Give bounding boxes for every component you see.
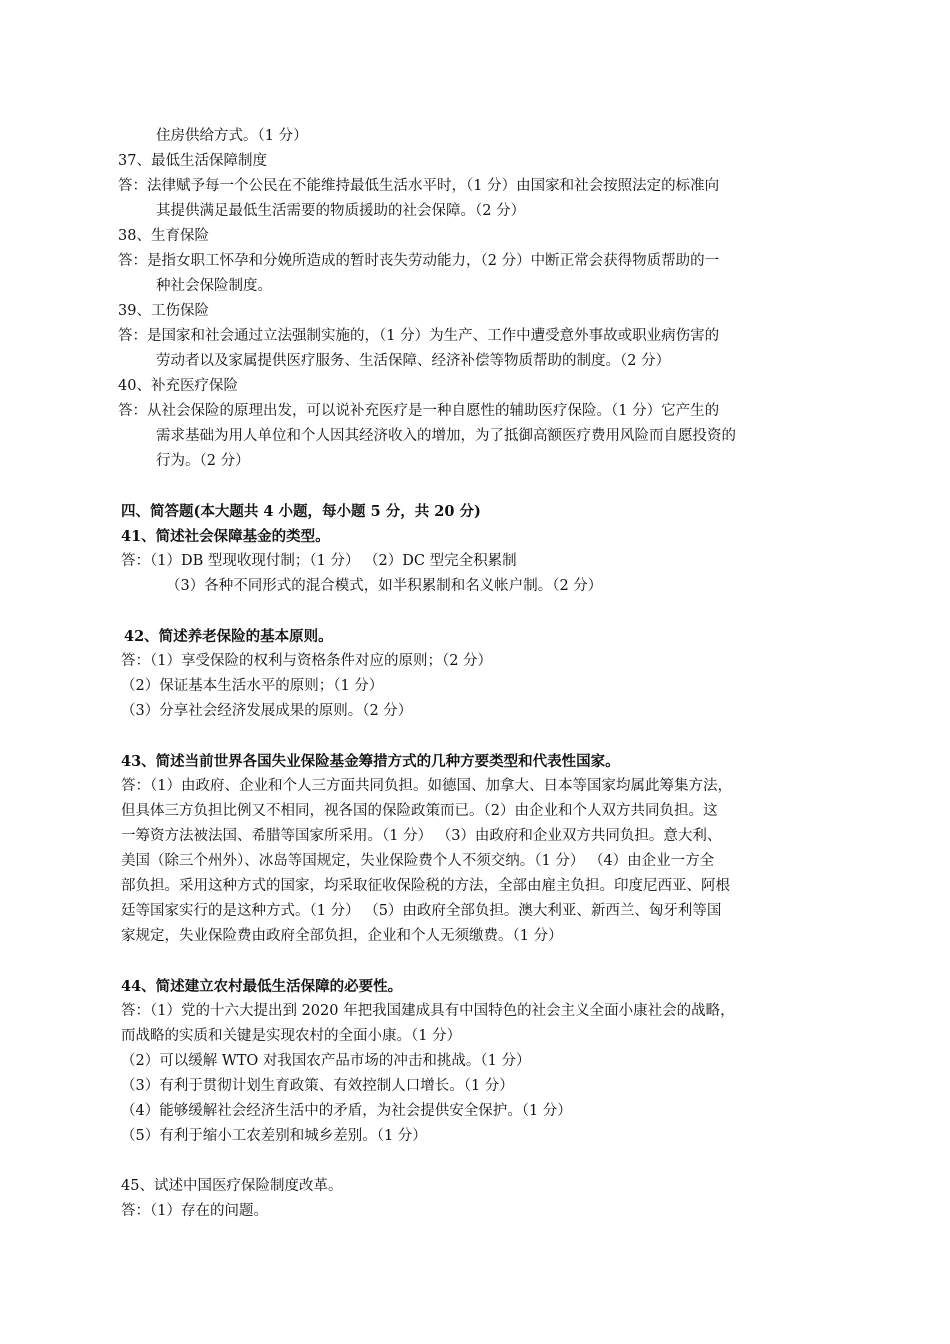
- text-line: 而战略的实质和关键是实现农村的全面小康。（1 分）: [121, 1028, 462, 1044]
- question-heading-43: 43、简述当前世界各国失业保险基金筹措方式的几种方要类型和代表性国家。: [121, 753, 620, 770]
- answer-line: 答：（1）党的十六大提出到 2020 年把我国建成具有中国特色的社会主义全面小康社会的战略，: [121, 1003, 735, 1019]
- answer-line: 答：（1）由政府、企业和个人三方面共同负担。如德国、加拿大、日本等国家均属此筹集方法，: [121, 778, 732, 794]
- text-line: 一筹资方法被法国、希腊等国家所采用。（1 分） （3）由政府和企业双方共同负担。意大利、: [121, 828, 722, 844]
- text-line: （3）分享社会经济发展成果的原则。（2 分）: [121, 703, 413, 719]
- answer-line: 答：法律赋予每一个公民在不能维持最低生活水平时，（1 分）由国家和社会按照法定的标准向: [118, 178, 720, 194]
- answer-line: 答：是国家和社会通过立法强制实施的，（1 分）为生产、工作中遭受意外事故或职业病伤害的: [118, 328, 720, 344]
- answer-line: 答：（1）享受保险的权利与资格条件对应的原则；（2 分）: [121, 653, 493, 669]
- text-line: 种社会保险制度。: [156, 278, 272, 294]
- text-line: 住房供给方式。（1 分）: [156, 128, 308, 144]
- text-line: （3）有利于贯彻计划生育政策、有效控制人口增长。（1 分）: [121, 1078, 514, 1094]
- term-heading-39: 39、工伤保险: [118, 303, 209, 319]
- text-line: （5）有利于缩小工农差别和城乡差别。（1 分）: [121, 1128, 427, 1144]
- text-line: 劳动者以及家属提供医疗服务、生活保障、经济补偿等物质帮助的制度。（2 分）: [156, 353, 671, 369]
- answer-line: 答：从社会保险的原理出发，可以说补充医疗是一种自愿性的辅助医疗保险。（1 分）它产生的: [118, 403, 720, 419]
- term-heading-38: 38、生育保险: [118, 228, 209, 244]
- answer-line: 答：是指女职工怀孕和分娩所造成的暂时丧失劳动能力，（2 分）中断正常会获得物质帮助的一: [118, 253, 720, 269]
- section-heading: 四、简答题(本大题共 4 小题，每小题 5 分，共 20 分): [121, 503, 481, 520]
- text-line: （2）保证基本生活水平的原则；（1 分）: [121, 678, 384, 694]
- text-line: 其提供满足最低生活需要的物质援助的社会保障。（2 分）: [156, 203, 526, 219]
- text-line: （3）各种不同形式的混合模式，如半积累制和名义帐户制。（2 分）: [166, 578, 603, 594]
- question-heading-44: 44、简述建立农村最低生活保障的必要性。: [121, 978, 403, 995]
- question-heading-45: 45、试述中国医疗保险制度改革。: [121, 1178, 343, 1194]
- term-heading-40: 40、补充医疗保险: [118, 378, 238, 394]
- term-heading-37: 37、最低生活保障制度: [118, 153, 267, 169]
- text-line: 部负担。采用这种方式的国家，均采取征收保险税的方法，全部由雇主负担。印度尼西亚、阿根: [121, 878, 730, 894]
- answer-line: 答：（1）DB 型现收现付制；（1 分） （2）DC 型完全积累制: [121, 553, 517, 569]
- text-line: （2）可以缓解 WTO 对我国农产品市场的冲击和挑战。（1 分）: [121, 1053, 531, 1069]
- text-line: （4）能够缓解社会经济生活中的矛盾，为社会提供安全保护。（1 分）: [121, 1103, 572, 1119]
- text-line: 需求基础为用人单位和个人因其经济收入的增加，为了抵御高额医疗费用风险而自愿投资的: [156, 428, 736, 444]
- answer-line: 答：（1）存在的问题。: [121, 1203, 268, 1219]
- text-line: 行为。（2 分）: [156, 453, 250, 469]
- question-heading-42: 42、简述养老保险的基本原则。: [124, 628, 333, 645]
- text-line: 但具体三方负担比例又不相同，视各国的保险政策而已。（2）由企业和个人双方共同负担。这: [121, 803, 718, 819]
- text-line: 美国（除三个州外）、冰岛等国规定，失业保险费个人不须交纳。（1 分） （4）由企业一方全: [121, 853, 715, 869]
- question-heading-41: 41、简述社会保障基金的类型。: [121, 528, 330, 545]
- text-line: 家规定，失业保险费由政府全部负担，企业和个人无须缴费。（1 分）: [121, 928, 563, 944]
- text-line: 廷等国家实行的是这种方式。（1 分） （5）由政府全部负担。澳大利亚、新西兰、匈牙利等国: [121, 903, 722, 919]
